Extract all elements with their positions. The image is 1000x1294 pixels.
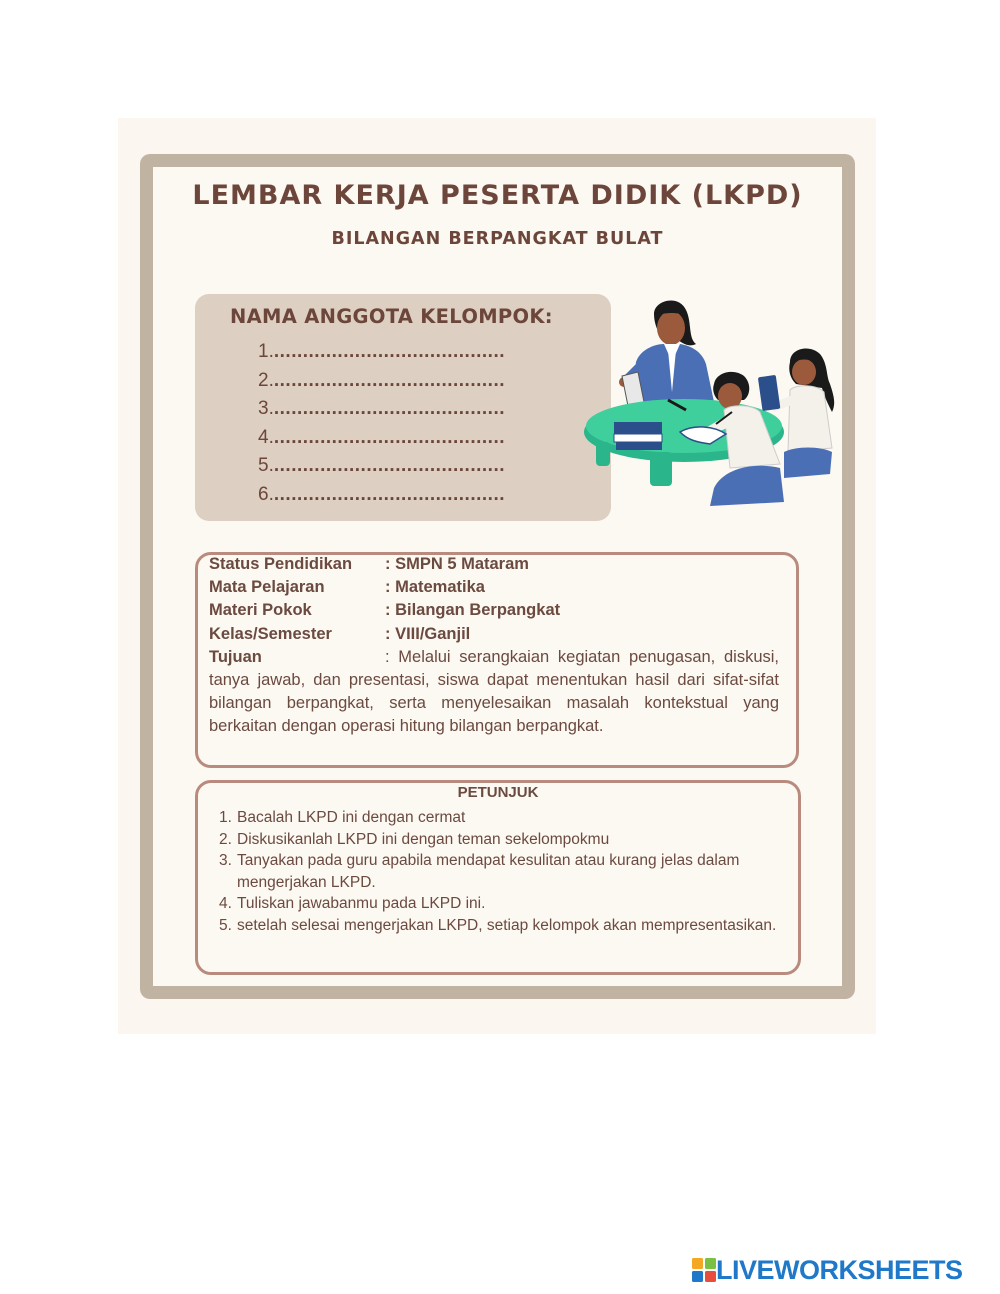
instruction-item xyxy=(219,807,779,829)
teacher-students-illustration xyxy=(584,292,840,508)
liveworksheets-logo-icon xyxy=(692,1258,716,1282)
instruction-text: Tuliskan jawabanmu pada LKPD ini. xyxy=(237,895,486,913)
info-row-materi xyxy=(209,599,779,622)
liveworksheets-logo-text: LIVEWORKSHEETS xyxy=(716,1254,963,1285)
member-line[interactable] xyxy=(258,395,505,424)
info-content xyxy=(209,553,779,739)
instruction-number: 5. xyxy=(219,916,232,934)
page-subtitle: BILANGAN BERPANGKAT BULAT xyxy=(331,229,664,249)
member-line[interactable] xyxy=(258,452,505,481)
member-name-blank[interactable]: ........................................ xyxy=(273,398,506,419)
tujuan-text: : Melalui serangkaian kegiatan penugasan, diskusi, tanya jawab, dan presentasi, siswa dapat menentukan hasil dari sifat-sifat bilangan berpangkat, serta menyelesaikan masalah kontekstual yang berkaitan dengan operasi hitung bilangan berpangkat. xyxy=(209,647,779,736)
instruction-item xyxy=(219,850,779,893)
instruction-text: Bacalah LKPD ini dengan cermat xyxy=(237,809,466,826)
tujuan-label: Tujuan xyxy=(209,647,262,666)
instruction-item xyxy=(219,915,779,937)
info-row-status xyxy=(209,553,779,576)
instruction-text: setelah selesai mengerjakan LKPD, setiap kelompok akan mempresentasikan. xyxy=(237,916,777,934)
instruction-item xyxy=(219,893,779,915)
instruction-number: 4. xyxy=(219,895,232,913)
info-row-mapel xyxy=(209,576,779,599)
member-name-blank[interactable]: ........................................ xyxy=(273,369,506,391)
member-line[interactable] xyxy=(258,424,505,453)
info-value: : Matematika xyxy=(385,578,485,597)
info-value: : SMPN 5 Mataram xyxy=(385,555,529,573)
instruction-number: 2. xyxy=(219,830,232,848)
info-row-kelas xyxy=(209,623,779,646)
instruction-number: 3. xyxy=(219,852,232,870)
info-label: Mata Pelajaran xyxy=(209,578,325,597)
member-name-blank[interactable]: ........................................ xyxy=(273,455,506,476)
member-number: 4. xyxy=(258,426,274,448)
page-title: LEMBAR KERJA PESERTA DIDIK (LKPD) xyxy=(192,180,803,211)
member-line[interactable] xyxy=(258,367,505,396)
instruction-text: Diskusikanlah LKPD ini dengan teman sekelompokmu xyxy=(237,830,610,848)
member-number: 6. xyxy=(258,483,274,505)
member-number: 5. xyxy=(258,455,274,476)
member-line[interactable] xyxy=(258,338,505,367)
member-number: 2. xyxy=(258,369,274,391)
group-members-title: NAMA ANGGOTA KELOMPOK: xyxy=(230,305,553,328)
member-line[interactable] xyxy=(258,481,505,510)
group-members-list xyxy=(258,338,505,509)
instruction-number: 1. xyxy=(219,809,232,826)
instruction-item xyxy=(219,829,779,851)
info-value: : VIII/Ganjil xyxy=(385,624,471,643)
member-name-blank[interactable]: ........................................ xyxy=(273,483,506,505)
instruction-text: Tanyakan pada guru apabila mendapat kesulitan atau kurang jelas dalam mengerjakan LKPD. xyxy=(237,852,740,891)
member-number: 3. xyxy=(258,398,274,419)
liveworksheets-logo[interactable] xyxy=(692,1255,963,1285)
info-label: Kelas/Semester xyxy=(209,624,332,643)
info-label: Materi Pokok xyxy=(209,601,312,620)
member-number: 1. xyxy=(258,341,274,362)
member-name-blank[interactable]: ........................................ xyxy=(273,341,506,362)
member-name-blank[interactable]: ........................................ xyxy=(273,426,506,448)
info-row-tujuan xyxy=(209,646,779,739)
instructions-title: PETUNJUK xyxy=(457,784,539,801)
info-label: Status Pendidikan xyxy=(209,555,353,573)
instructions-list xyxy=(219,807,779,937)
info-value: : Bilangan Berpangkat xyxy=(385,601,561,620)
